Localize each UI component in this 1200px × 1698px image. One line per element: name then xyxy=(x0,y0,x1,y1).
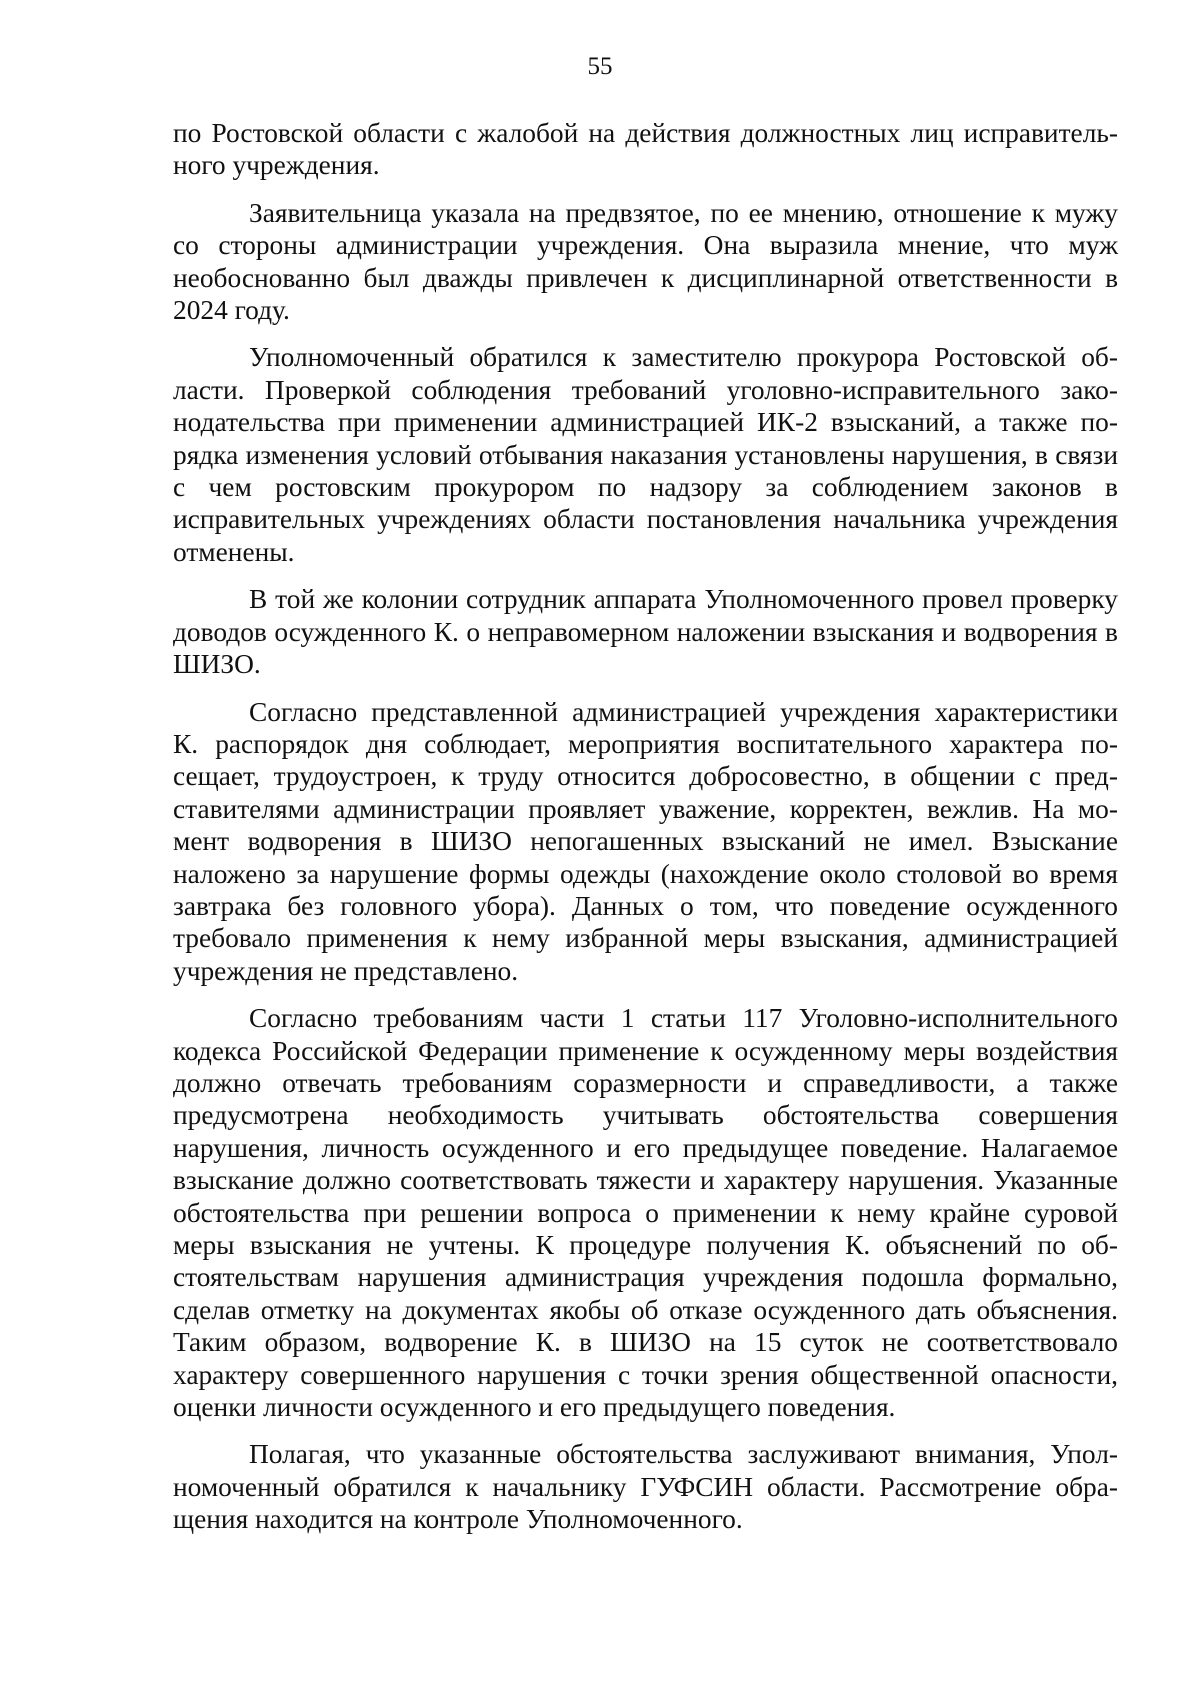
paragraph-characteristics: Согласно представленной администрацией учреждения характеристики К. распорядок дня соблюдает, мероприятия воспитательного характера посещает, трудоустроен, к труду относится добросовестно, в общении с представителями администрации проявляет уважение, корректен, вежлив. На момент водворения в ШИЗО непогашенных взысканий не имел. Взыскание наложено за нарушение формы одежды (нахождение около столовой во время завтрака без головного убора). Данных о том, что поведение осужденного требовало применения к нему избранной меры взыскания, администрацией учреждения не представлено. xyxy=(173,696,1118,986)
document-body xyxy=(173,117,1118,1551)
paragraph-conclusion: Полагая, что указанные обстоятельства заслуживают внимания, Уполномоченный обратился к начальнику ГУФСИН области. Рассмотрение обращения находится на контроле Уполномоченного. xyxy=(173,1439,1118,1535)
paragraph-inspection: В той же колонии сотрудник аппарата Уполномоченного провел проверку доводов осужденного К. о неправомерном наложении взыскания и водворения в ШИЗО. xyxy=(173,584,1118,680)
paragraph-legal-requirements: Согласно требованиям части 1 статьи 117 Уголовно-исполнительного кодекса Российской Федерации применение к осужденному меры воздействия должно отвечать требованиям соразмерности и справедливости, а также предусмотрена необходимость учитывать обстоятельства совершения нарушения, личность осужденного и его предыдущее поведение. Налагаемое взыскание должно соответствовать тяжести и характеру нарушения. Указанные обстоятельства при решении вопроса о применении к нему крайне суровой меры взыскания не учтены. К процедуре получения К. объяснений по обстоятельствам нарушения администрация учреждения подошла формально, сделав отметку на документах якобы об отказе осужденного дать объяснения. Таким образом, водворение К. в ШИЗО на 15 суток не соответствовало характеру совершенного нарушения с точки зрения общественной опасности, оценки личности осужденного и его предыдущего поведения. xyxy=(173,1003,1118,1423)
paragraph-prosecutor-appeal: Уполномоченный обратился к заместителю прокурора Ростовской области. Проверкой соблюдения требований уголовно-исправительного законодательства при применении администрацией ИК-2 взысканий, а также порядка изменения условий отбывания наказания установлены нарушения, в связи с чем ростовским прокурором по надзору за соблюдением законов в исправительных учреждениях области постановления начальника учреждения отменены. xyxy=(173,342,1118,567)
paragraph-complaint: Заявительница указала на предвзятое, по ее мнению, отношение к мужу со стороны администрации учреждения. Она выразила мнение, что муж необоснованно был дважды привлечен к дисциплинарной ответственности в 2024 году. xyxy=(173,197,1118,326)
paragraph-continuation: по Ростовской области с жалобой на действия должностных лиц исправительного учреждения. xyxy=(173,118,1118,181)
page-number: 55 xyxy=(587,53,613,80)
